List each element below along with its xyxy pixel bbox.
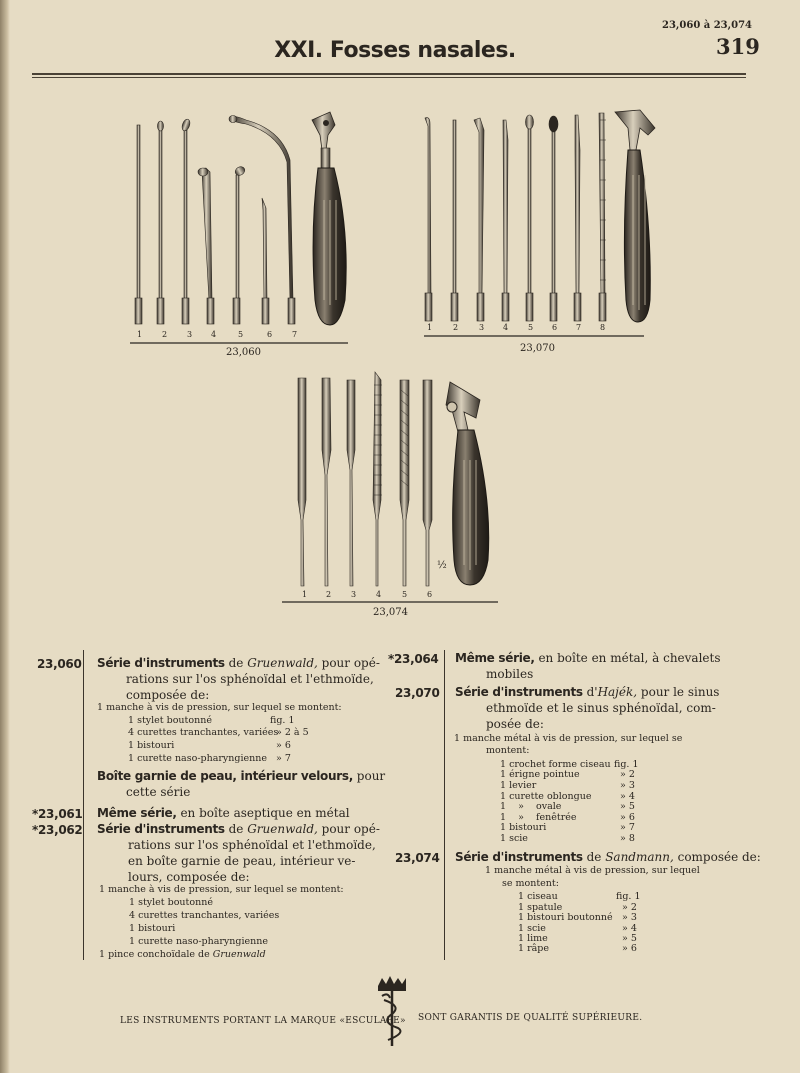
item-text: 1 ciseau (518, 891, 558, 902)
curette-tip (158, 121, 164, 131)
left-column-rule (83, 650, 84, 960)
fig-number: 6 (267, 330, 273, 339)
fig-number: 6 (552, 323, 558, 332)
entry-line: mobiles (486, 667, 534, 681)
item-text: 4 curettes tranchantes, variées (128, 727, 279, 738)
entry-line: en boîte garnie de peau, intérieur ve- (128, 854, 356, 868)
figure-label: 23,060 (226, 347, 261, 358)
box-line: cette série (126, 785, 191, 799)
pince-line: 1 pince conchoïdale de Gruenwald (99, 949, 266, 960)
item-ref: » 7 (620, 822, 635, 833)
item-text: 1 crochet forme ciseau (500, 759, 611, 770)
fig-number: 3 (479, 323, 485, 332)
handle-line: montent: (486, 745, 530, 756)
item-ref: » 2 (622, 902, 637, 913)
item-ref: » 6 (620, 812, 635, 823)
entry-heading: Série d'instruments de Gruenwald, pour opé- (97, 656, 380, 670)
item-text: 1 stylet boutonné (128, 715, 212, 726)
footer-left-text: LES INSTRUMENTS PORTANT LA MARQUE «ESCULAPE» (120, 1016, 406, 1026)
fig-number: 7 (576, 323, 582, 332)
item-text: 1 stylet boutonné (129, 897, 213, 908)
item-text: 1 » ovale (500, 801, 562, 812)
catalog-number: 23,070 (395, 686, 440, 700)
box-line: Boîte garnie de peau, intérieur velours, pour (97, 769, 386, 783)
instrument-shank (135, 298, 142, 324)
catalog-number: *23,064 (388, 652, 439, 666)
fig-number: 4 (376, 590, 382, 599)
figure-label: 23,074 (373, 607, 408, 618)
item-ref: » 2 (620, 769, 635, 780)
fig-number: 6 (427, 590, 433, 599)
item-text: 1 lime (518, 933, 548, 944)
entry-line: rations sur l'os sphénoïdal et l'ethmoïde, (128, 838, 376, 852)
entry-line: composée de: (126, 688, 210, 702)
page-title: XXI. Fosses nasales. (274, 38, 516, 63)
item-text: 1 spatule (518, 902, 563, 913)
item-text: 1 curette naso-pharyngienne (129, 936, 269, 947)
item-text: 1 érigne pointue (500, 769, 580, 780)
entry-line: rations sur l'os sphénoïdal et l'ethmoïde, (126, 672, 374, 686)
item-text: 1 curette oblongue (500, 791, 592, 802)
handle-23074 (446, 382, 489, 585)
handle-line: 1 manche à vis de pression, sur lequel se montent: (97, 702, 342, 713)
page-range: 23,060 à 23,074 (662, 20, 752, 31)
fig-number: 3 (351, 590, 357, 599)
entry-heading: Série d'instruments de Gruenwald, pour opé- (97, 822, 380, 836)
entry-heading: Même série, en boîte aseptique en métal (97, 806, 350, 820)
entry-line: lours, composée de: (128, 870, 250, 884)
item-text: 1 bistouri boutonné (518, 912, 613, 923)
fig-number: 2 (453, 323, 459, 332)
footer-right-text: SONT GARANTIS DE QUALITÉ SUPÉRIEURE. (418, 1013, 643, 1023)
handle-23060 (312, 112, 346, 325)
item-ref: » 6 (622, 943, 637, 954)
item-ref: fig. 1 (270, 715, 295, 726)
handle-line: 1 manche métal à vis de pression, sur lequel (485, 865, 700, 876)
fig-number: 5 (238, 330, 244, 339)
catalog-number: 23,074 (395, 851, 440, 865)
stylet-instrument (137, 125, 140, 300)
item-text: 1 scie (518, 923, 546, 934)
fig-number: 1 (302, 590, 308, 599)
fig-number: 1 (427, 323, 433, 332)
item-text: 1 râpe (518, 943, 549, 954)
item-ref: » 2 à 5 (276, 727, 309, 738)
entry-heading: Série d'instruments d'Hajék, pour le sinus (455, 685, 720, 699)
item-ref: » 3 (620, 780, 635, 791)
item-ref: » 8 (620, 833, 635, 844)
catalog-number: 23,060 (37, 657, 82, 671)
item-ref: » 6 (276, 740, 291, 751)
fig-number: 7 (292, 330, 298, 339)
item-ref: » 5 (620, 801, 635, 812)
item-text: 1 bistouri (129, 923, 176, 934)
handle-line: 1 manche à vis de pression, sur lequel se montent: (99, 884, 344, 895)
fig-number: 5 (402, 590, 408, 599)
item-ref: fig. 1 (616, 891, 641, 902)
right-column-rule (444, 650, 445, 960)
entry-heading: Série d'instruments de Sandmann, composée de: (455, 850, 761, 864)
item-ref: » 7 (276, 753, 291, 764)
item-ref: » 4 (620, 791, 635, 802)
entry-heading: Même série, en boîte en métal, à chevalets (455, 651, 721, 665)
catalog-number: *23,061 (32, 807, 83, 821)
item-text: 1 curette naso-pharyngienne (128, 753, 268, 764)
entry-line: ethmoïde et le sinus sphénoïdal, com- (486, 701, 716, 715)
item-ref: » 4 (622, 923, 637, 934)
fig-number: 1 (137, 330, 143, 339)
item-ref: fig. 1 (614, 759, 639, 770)
scale-mark: ½ (437, 560, 447, 571)
page-number: 319 (716, 34, 760, 59)
item-text: 4 curettes tranchantes, variées (129, 910, 280, 921)
figure-23070 (424, 110, 655, 354)
fig-number: 4 (211, 330, 217, 339)
fig-number: 5 (528, 323, 534, 332)
handle-line: se montent: (502, 878, 559, 889)
figure-23074 (282, 372, 498, 618)
fig-number: 3 (187, 330, 193, 339)
item-ref: » 3 (622, 912, 637, 923)
item-text: 1 bistouri (128, 740, 175, 751)
figure-label: 23,070 (520, 343, 555, 354)
item-text: 1 scie (500, 833, 528, 844)
fig-number: 8 (600, 323, 606, 332)
figure-23060 (130, 112, 348, 358)
fig-number: 4 (503, 323, 509, 332)
fig-number: 2 (162, 330, 168, 339)
item-text: 1 » fenêtrée (500, 812, 577, 823)
entry-line: posée de: (486, 717, 544, 731)
item-text: 1 bistouri (500, 822, 547, 833)
handle-23070 (615, 110, 655, 322)
item-ref: » 5 (622, 933, 637, 944)
fig-number: 2 (326, 590, 332, 599)
catalog-number: *23,062 (32, 823, 83, 837)
item-text: 1 levier (500, 780, 537, 791)
handle-line: 1 manche métal à vis de pression, sur lequel se (454, 733, 683, 744)
